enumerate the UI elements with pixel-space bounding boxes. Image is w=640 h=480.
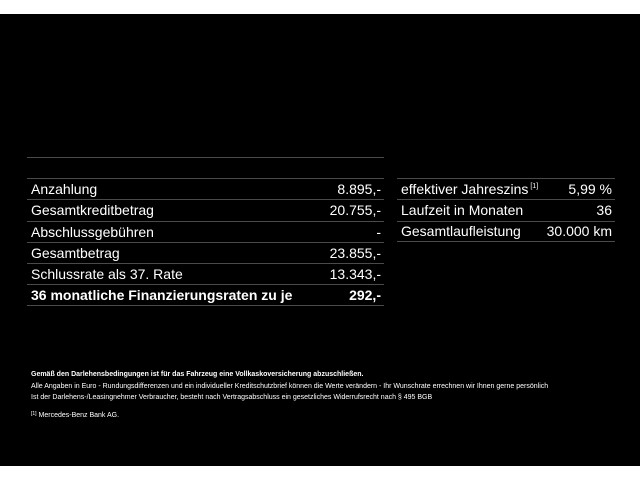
terms-table <box>397 178 615 242</box>
footnote-ref: [1] <box>530 183 539 191</box>
footnote-text: Mercedes-Benz Bank AG. <box>38 411 120 419</box>
row-label: 36 monatliche Finanzierungsraten zu je <box>31 287 293 304</box>
disclaimer-line: Alle Angaben in Euro - Rundungsdifferenzen und ein individueller Kreditschutzbrief können die Werte verändern - Ihr Wunschrate errechnen wir Ihnen gerne persönlich <box>31 382 549 390</box>
row-label: Gesamtbetrag <box>31 245 120 262</box>
table-row <box>397 199 615 220</box>
row-label: Abschlussgebühren <box>31 223 154 240</box>
row-label: Gesamtkreditbetrag <box>31 202 154 219</box>
row-label <box>401 181 538 197</box>
financing-table <box>27 178 384 306</box>
footnote-ref: [1] <box>31 410 37 417</box>
table-row <box>397 178 615 199</box>
row-value: 8.895,- <box>337 181 381 198</box>
row-label: Laufzeit in Monaten <box>401 202 524 219</box>
table-row <box>27 221 384 242</box>
financing-panel <box>0 14 640 466</box>
row-value: 20.755,- <box>329 202 381 219</box>
row-value: 292,- <box>349 287 381 304</box>
row-label-text: effektiver Jahreszins <box>401 181 529 198</box>
table-row <box>27 263 384 284</box>
divider <box>27 157 384 158</box>
row-value: 23.855,- <box>329 245 381 262</box>
row-value: 30.000 km <box>546 223 612 240</box>
legal-notes <box>31 369 611 421</box>
row-value: 13.343,- <box>329 266 381 283</box>
row-label: Schlussrate als 37. Rate <box>31 266 183 283</box>
table-row <box>27 178 384 199</box>
row-value: 5,99 % <box>568 181 612 198</box>
table-row-monthly-rate <box>27 284 384 305</box>
row-value: 36 <box>596 202 612 219</box>
row-label: Anzahlung <box>31 181 98 198</box>
table-row <box>397 221 615 242</box>
disclaimer-line: Ist der Darlehens-/Leasingnehmer Verbraucher, besteht nach Vertragsabschluss ein gesetzliches Widerrufsrecht nach § 495 BGB <box>31 394 433 401</box>
footnote <box>31 409 611 422</box>
row-label: Gesamtlaufleistung <box>401 223 521 240</box>
insurance-note: Gemäß den Darlehensbedingungen ist für das Fahrzeug eine Vollkaskoversicherung abzuschließen. <box>31 371 364 378</box>
row-value: - <box>376 223 381 240</box>
table-row <box>27 199 384 220</box>
table-row <box>27 242 384 263</box>
